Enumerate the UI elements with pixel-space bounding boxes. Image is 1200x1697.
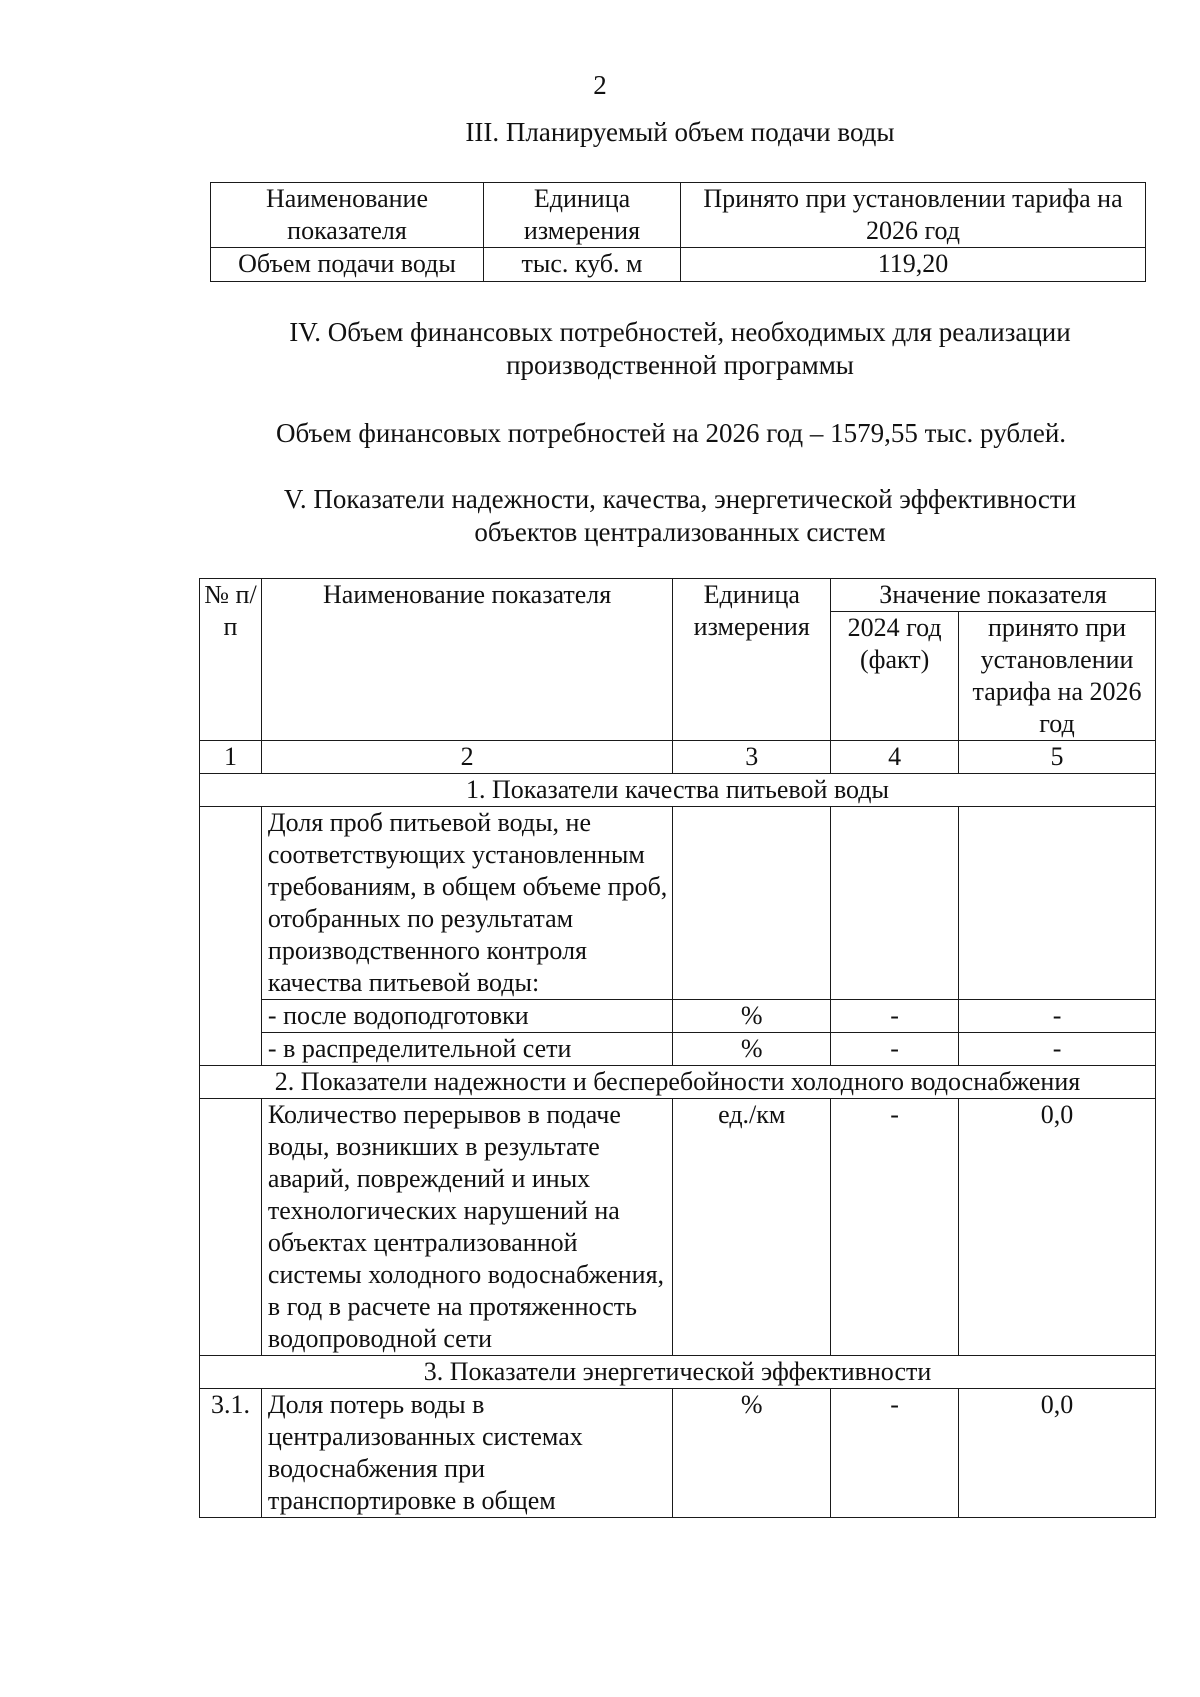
col-number: 3 [673, 741, 831, 774]
empty-cell [831, 807, 959, 1000]
header-name: Наименование показателя [211, 183, 484, 248]
group1-row-fact: - [831, 1033, 959, 1066]
group3-title: 3. Показатели энергетической эффективности [200, 1356, 1156, 1389]
group3-unit: % [673, 1389, 831, 1518]
row-value: 119,20 [681, 248, 1146, 282]
group2-fact: - [831, 1099, 959, 1356]
group3-indicator: Доля потерь воды в централизованных системах водоснабжения при транспортировке в общем [261, 1389, 672, 1518]
indicators-table [199, 578, 1156, 1518]
section5-title [80, 483, 1200, 549]
group1-row-unit: % [673, 1033, 831, 1066]
section3-title: III. Планируемый объем подачи воды [465, 117, 895, 147]
header-planned: принято при установлении тарифа на 2026 год [959, 612, 1156, 741]
header-value-group: Значение показателя [831, 579, 1156, 612]
col-number: 5 [959, 741, 1156, 774]
group3-planned: 0,0 [959, 1389, 1156, 1518]
header-unit: Единица измерения [484, 183, 681, 248]
empty-cell [959, 807, 1156, 1000]
row-name: Объем подачи воды [211, 248, 484, 282]
section4-title-line1: IV. Объем финансовых потребностей, необходимых для реализации [289, 317, 1071, 347]
group2-title: 2. Показатели надежности и бесперебойности холодного водоснабжения [200, 1066, 1156, 1099]
header-accepted: Принято при установлении тарифа на 2026 год [681, 183, 1146, 248]
header-unit: Единица измерения [673, 579, 831, 741]
group1-row-name: - в распределительной сети [261, 1033, 672, 1066]
section5-title-line2: объектов централизованных систем [474, 517, 886, 547]
group2-num-cell [200, 1099, 262, 1356]
header-indicator-name: Наименование показателя [261, 579, 672, 741]
group1-title: 1. Показатели качества питьевой воды [200, 774, 1156, 807]
row-unit: тыс. куб. м [484, 248, 681, 282]
empty-cell [673, 807, 831, 1000]
col-number: 4 [831, 741, 959, 774]
header-fact: 2024 год (факт) [831, 612, 959, 741]
section4-title-line2: производственной программы [506, 350, 854, 380]
group2-unit: ед./км [673, 1099, 831, 1356]
col-number: 1 [200, 741, 262, 774]
financial-needs-text: Объем финансовых потребностей на 2026 год – 1579,55 тыс. рублей. [276, 418, 1067, 448]
water-volume-table [210, 182, 1146, 282]
group2-planned: 0,0 [959, 1099, 1156, 1356]
group1-indicator: Доля проб питьевой воды, не соответствующих установленным требованиям, в общем объеме проб, отобранных по результатам производственного контроля качества питьевой воды: [261, 807, 672, 1000]
section4-title [80, 316, 1200, 382]
section5-title-line1: V. Показатели надежности, качества, энергетической эффективности [283, 484, 1077, 514]
group2-indicator: Количество перерывов в подаче воды, возникших в результате аварий, повреждений и иных технологических нарушений на объектах централизованной системы холодного водоснабжения, в год в расчете на протяженность водопроводной сети [261, 1099, 672, 1356]
group1-row-planned: - [959, 1033, 1156, 1066]
header-num: № п/п [200, 579, 262, 741]
group1-num-cell [200, 807, 262, 1066]
page-number: 2 [593, 70, 607, 100]
group3-num: 3.1. [200, 1389, 262, 1518]
group1-row-fact: - [831, 1000, 959, 1033]
col-number: 2 [261, 741, 672, 774]
group1-row-unit: % [673, 1000, 831, 1033]
group1-row-planned: - [959, 1000, 1156, 1033]
group3-fact: - [831, 1389, 959, 1518]
group1-row-name: - после водоподготовки [261, 1000, 672, 1033]
